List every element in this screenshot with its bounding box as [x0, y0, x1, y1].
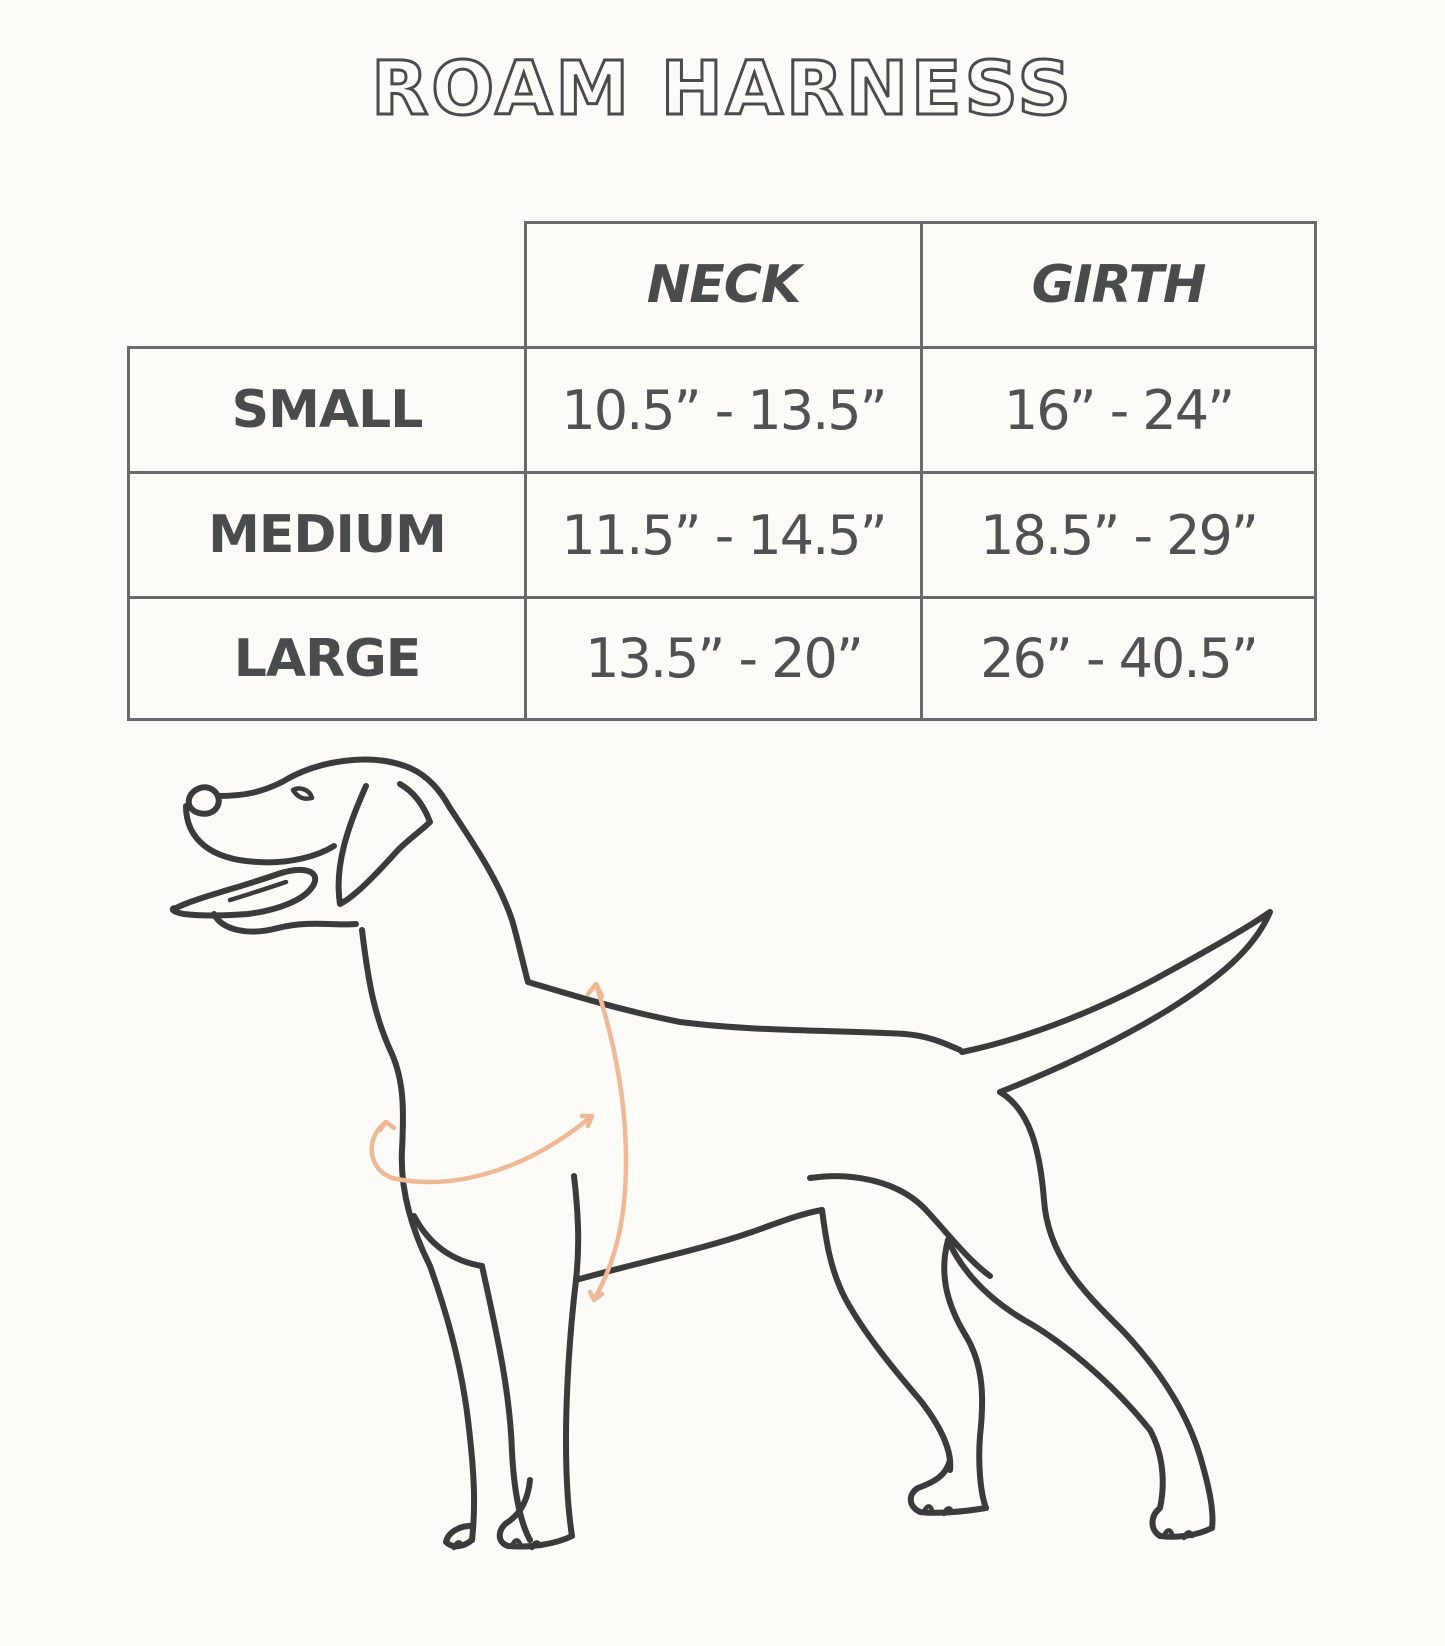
dog-measurement-illustration: [0, 740, 1445, 1646]
dog-outline-drawing: [173, 760, 1270, 1548]
row-label-large: LARGE: [127, 596, 527, 721]
column-header-girth: GIRTH: [920, 221, 1317, 349]
small-girth-range: 16” - 24”: [920, 346, 1317, 474]
large-neck-range: 13.5” - 20”: [524, 596, 923, 721]
measurement-lines: [372, 984, 626, 1300]
large-girth-range: 26” - 40.5”: [920, 596, 1317, 721]
column-header-neck: NECK: [524, 221, 923, 349]
medium-girth-range: 18.5” - 29”: [920, 471, 1317, 599]
row-label-small: SMALL: [127, 346, 527, 474]
small-neck-range: 10.5” - 13.5”: [524, 346, 923, 474]
size-chart-table: [127, 221, 1317, 721]
page-title: ROAM HARNESS: [371, 46, 1074, 132]
medium-neck-range: 11.5” - 14.5”: [524, 471, 923, 599]
row-label-medium: MEDIUM: [127, 471, 527, 599]
